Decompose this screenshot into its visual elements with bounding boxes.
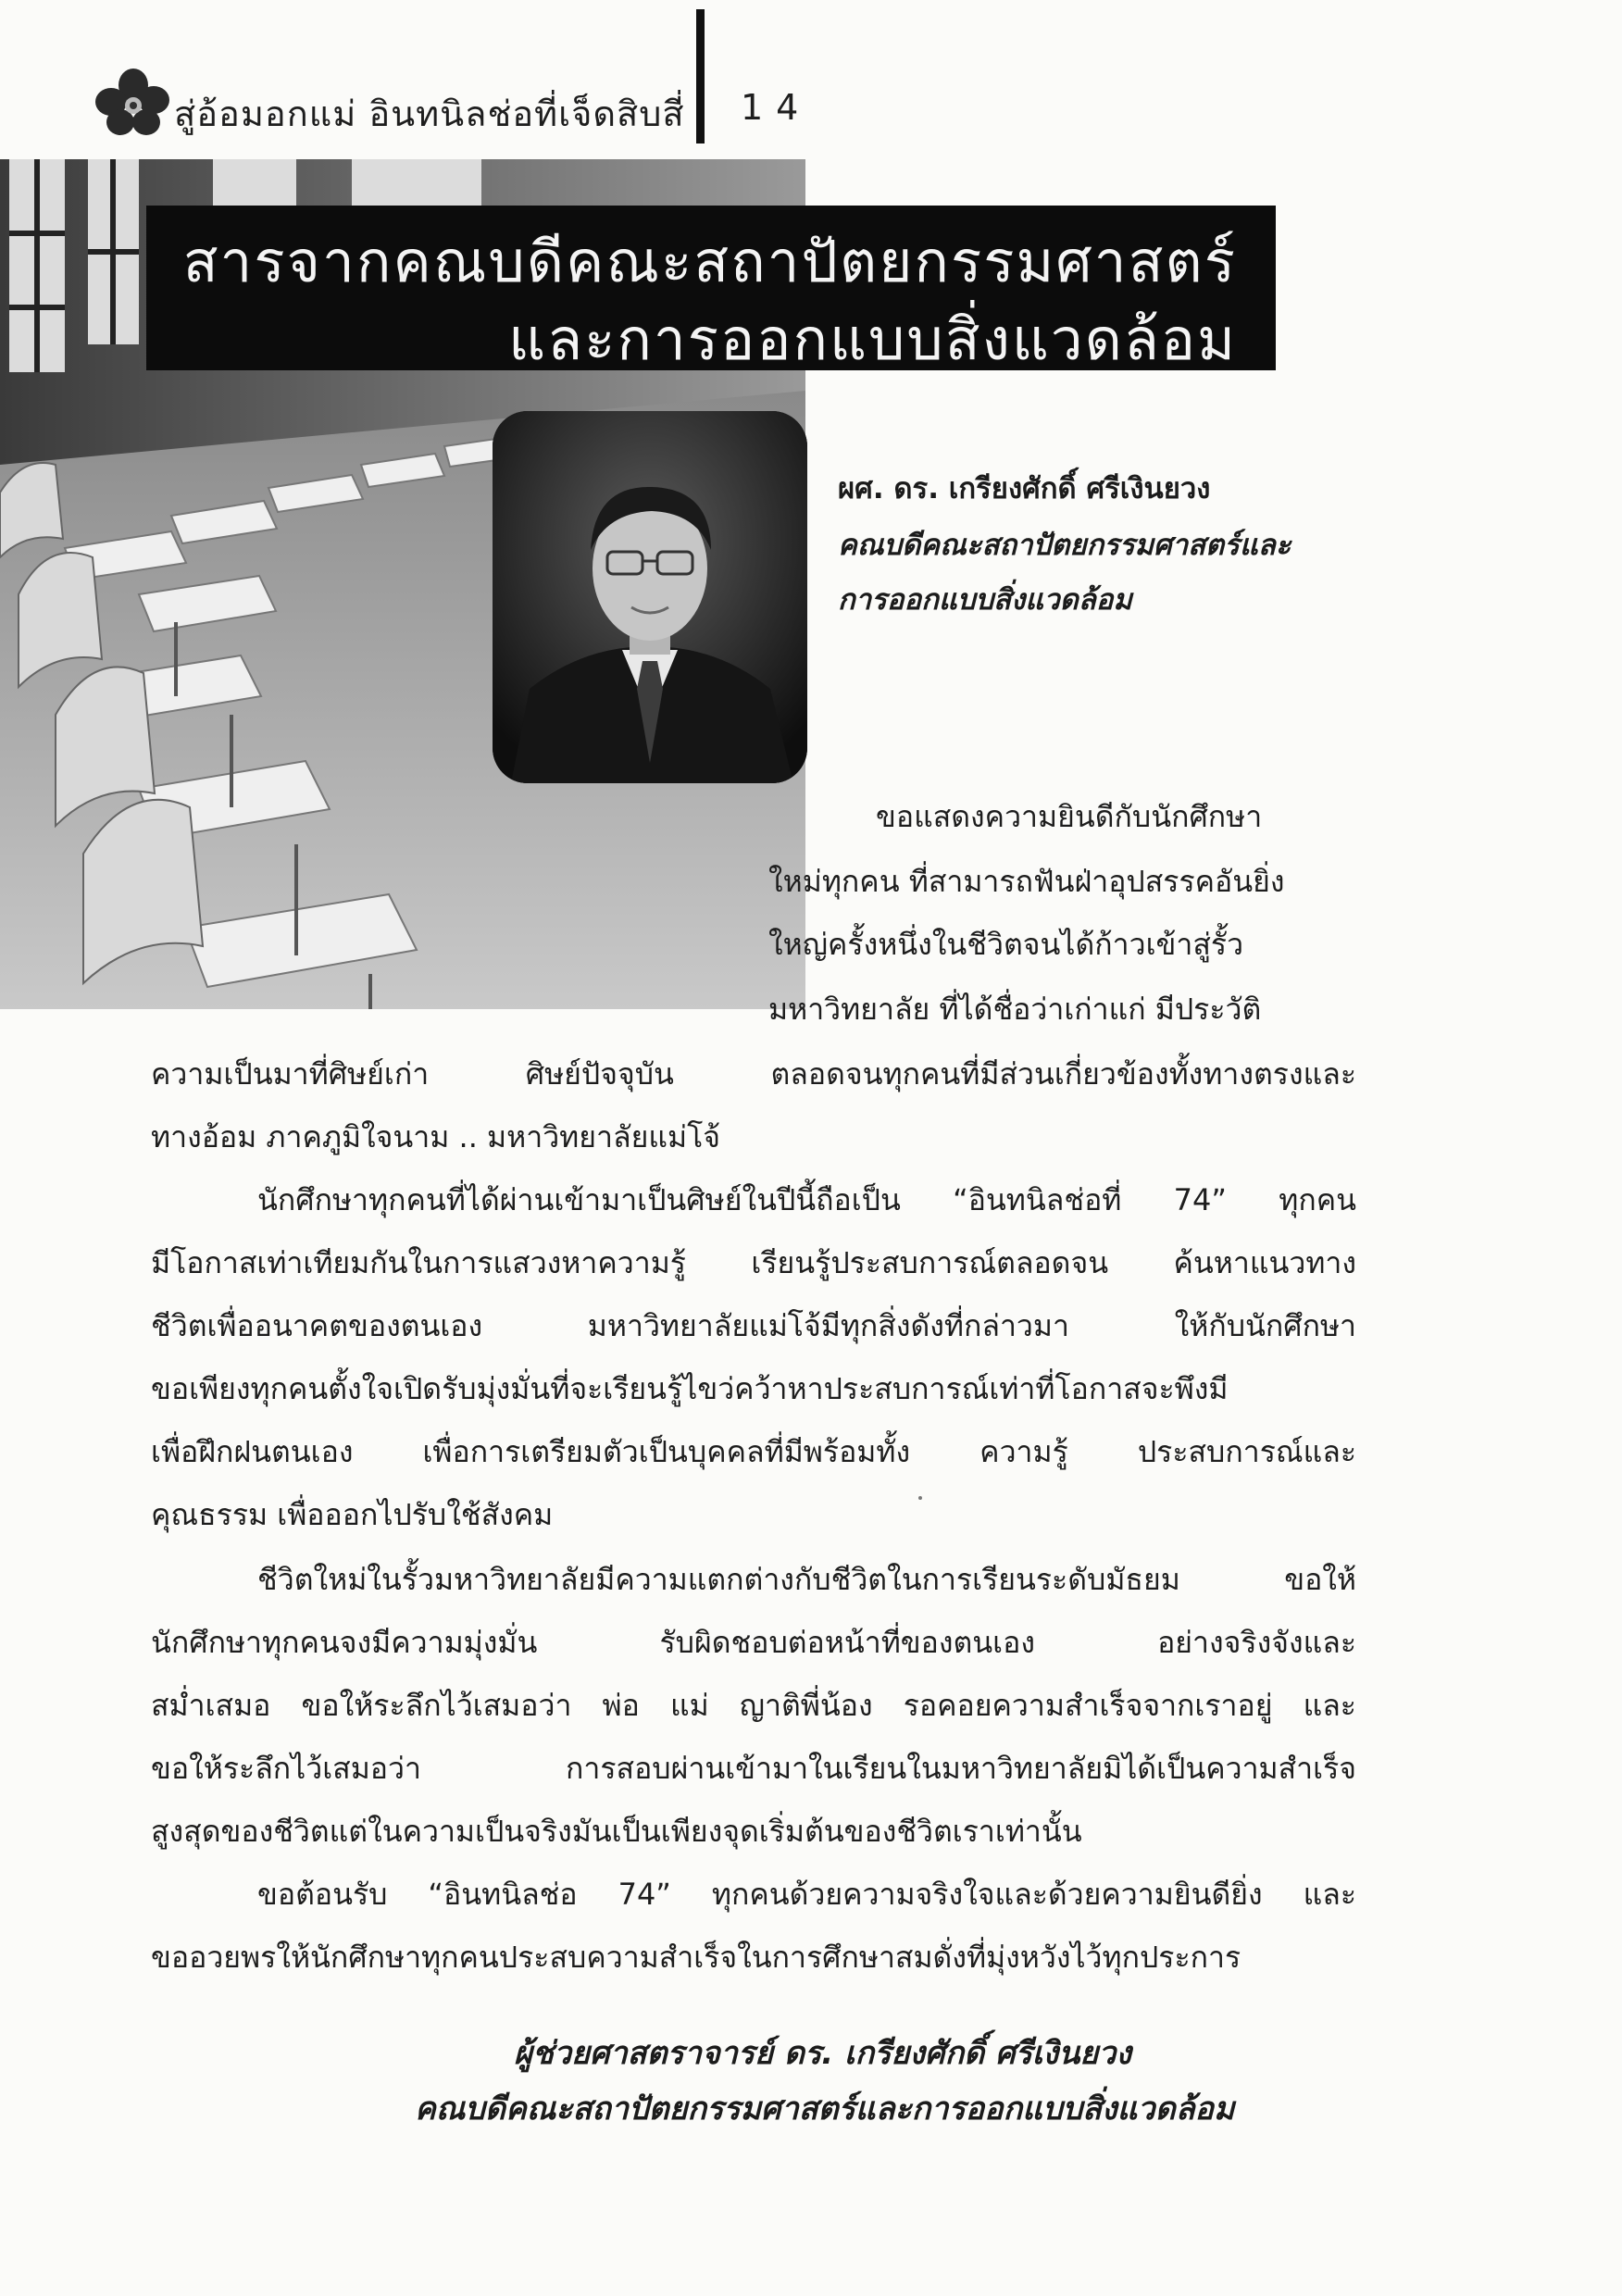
body-line: สม่ำเสมอ ขอให้ระลึกไว้เสมอว่า พ่อ แม่ ญาติพี่น้อง รอคอยความสำเร็จจากเราอยู่ และ <box>151 1688 1356 1723</box>
body-line: ชีวิตเพื่ออนาคตของตนเอง มหาวิทยาลัยแม่โจ้มีทุกสิ่งดังที่กล่าวมา ให้กับนักศึกษา <box>151 1308 1356 1343</box>
body-line: นักศึกษาทุกคนที่ได้ผ่านเข้ามาเป็นศิษย์ในปีนี้ถือเป็น “อินทนิลช่อที่ 74” ทุกคน <box>257 1182 1356 1217</box>
author-position-line-1: คณบดีคณะสถาปัตยกรรมศาสตร์และ <box>838 529 1291 562</box>
body-line: คุณธรรม เพื่อออกไปรับใช้สังคม <box>151 1497 554 1532</box>
body-line: เพื่อฝึกฝนตนเอง เพื่อการเตรียมตัวเป็นบุคคลที่มีพร้อมทั้ง ความรู้ ประสบการณ์และ <box>151 1434 1356 1469</box>
body-line: ขอแสดงความยินดีกับนักศึกษา <box>876 799 1263 834</box>
body-line: ความเป็นมาที่ศิษย์เก่า ศิษย์ปัจจุบัน ตลอดจนทุกคนที่มีส่วนเกี่ยวข้องทั้งทางตรงและ <box>151 1056 1356 1092</box>
signature-name: ผู้ช่วยศาสตราจารย์ ดร. เกรียงศักดิ์ ศรีเงินยวง <box>514 2035 1132 2072</box>
author-position-line-2: การออกแบบสิ่งแวดล้อม <box>838 583 1132 617</box>
body-line: ขอเพียงทุกคนตั้งใจเปิดรับมุ่งมั่นที่จะเรียนรู้ไขว่คว้าหาประสบการณ์เท่าที่โอกาสจะพึงมี <box>151 1371 1229 1406</box>
body-line: ขอให้ระลึกไว้เสมอว่า การสอบผ่านเข้ามาในเรียนในมหาวิทยาลัยมิได้เป็นความสำเร็จ <box>151 1751 1356 1786</box>
dean-portrait-photo <box>493 411 807 783</box>
body-line: ทางอ้อม ภาคภูมิใจนาม .. มหาวิทยาลัยแม่โจ้ <box>151 1119 720 1154</box>
body-line: มีโอกาสเท่าเทียมกันในการแสวงหาความรู้ เรียนรู้ประสบการณ์ตลอดจน ค้นหาแนวทาง <box>151 1245 1356 1280</box>
body-line: ใหม่ทุกคน ที่สามารถฟันฝ่าอุปสรรคอันยิ่ง <box>768 864 1285 899</box>
heading-line-1: สารจากคณบดีคณะสถาปัตยกรรมศาสตร์ <box>182 228 1237 295</box>
heading-banner <box>146 206 1276 373</box>
page-number: 14 <box>741 87 812 128</box>
scan-speck <box>918 1496 922 1500</box>
running-title: สู่อ้อมอกแม่ อินทนิลช่อที่เจ็ดสิบสี่ <box>174 94 685 134</box>
flower-logo-icon <box>93 67 176 141</box>
body-line: ขออวยพรให้นักศึกษาทุกคนประสบความสำเร็จในการศึกษาสมดั่งที่มุ่งหวังไว้ทุกประการ <box>151 1940 1241 1975</box>
body-line: ใหญ่ครั้งหนึ่งในชีวิตจนได้ก้าวเข้าสู่รั้ว <box>768 927 1244 962</box>
body-line: มหาวิทยาลัย ที่ได้ชื่อว่าเก่าแก่ มีประวัติ <box>768 992 1262 1027</box>
heading-line-2: และการออกแบบสิ่งแวดล้อม <box>508 306 1237 373</box>
body-line: สูงสุดของชีวิตแต่ในความเป็นจริงมันเป็นเพียงจุดเริ่มต้นของชีวิตเราเท่านั้น <box>151 1814 1082 1849</box>
body-line: นักศึกษาทุกคนจงมีความมุ่งมั่น รับผิดชอบต่อหน้าที่ของตนเอง อย่างจริงจังและ <box>151 1625 1356 1660</box>
header-divider <box>696 9 705 144</box>
body-line: ชีวิตใหม่ในรั้วมหาวิทยาลัยมีความแตกต่างกับชีวิตในการเรียนระดับมัธยม ขอให้ <box>257 1562 1356 1597</box>
author-name: ผศ. ดร. เกรียงศักดิ์ ศรีเงินยวง <box>838 472 1211 505</box>
signature-title: คณบดีคณะสถาปัตยกรรมศาสตร์และการออกแบบสิ่งแวดล้อม <box>415 2090 1235 2128</box>
body-line: ขอต้อนรับ “อินทนิลช่อ 74” ทุกคนด้วยความจริงใจและด้วยความยินดียิ่ง และ <box>257 1877 1356 1912</box>
